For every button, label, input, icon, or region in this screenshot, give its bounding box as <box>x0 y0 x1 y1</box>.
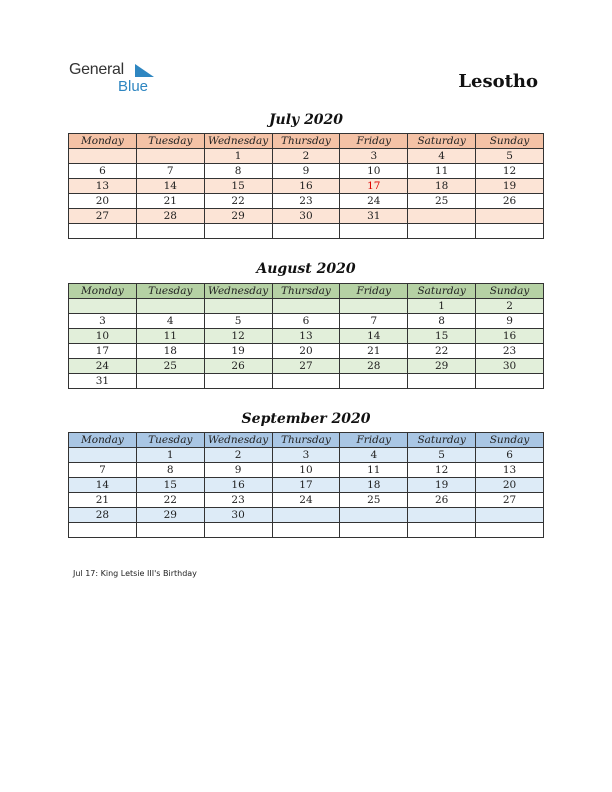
day-cell: 12 <box>408 463 476 478</box>
day-cell <box>272 523 340 538</box>
day-cell: 14 <box>69 478 137 493</box>
day-cell: 4 <box>340 448 408 463</box>
day-cell: 6 <box>272 314 340 329</box>
weekday-header: Thursday <box>272 284 340 299</box>
day-cell: 2 <box>204 448 272 463</box>
weekday-header-row <box>69 284 544 299</box>
day-cell: 4 <box>136 314 204 329</box>
generalblue-logo <box>69 61 169 97</box>
day-cell: 29 <box>408 359 476 374</box>
day-cell: 23 <box>272 194 340 209</box>
day-cell <box>69 149 137 164</box>
day-cell: 8 <box>408 314 476 329</box>
day-cell: 31 <box>340 209 408 224</box>
day-cell: 30 <box>476 359 544 374</box>
week-row <box>69 149 544 164</box>
day-cell: 27 <box>272 359 340 374</box>
logo-text-blue: Blue <box>118 78 149 95</box>
day-cell: 17 <box>340 179 408 194</box>
day-cell: 6 <box>69 164 137 179</box>
day-cell <box>136 149 204 164</box>
day-cell <box>476 374 544 389</box>
day-cell: 24 <box>272 493 340 508</box>
day-cell <box>136 224 204 239</box>
day-cell: 30 <box>272 209 340 224</box>
week-row <box>69 344 544 359</box>
logo-text-general: General <box>69 61 124 78</box>
day-cell: 20 <box>69 194 137 209</box>
day-cell <box>272 224 340 239</box>
day-cell: 11 <box>136 329 204 344</box>
week-row <box>69 448 544 463</box>
day-cell: 26 <box>476 194 544 209</box>
day-cell: 9 <box>204 463 272 478</box>
day-cell: 19 <box>204 344 272 359</box>
week-row <box>69 359 544 374</box>
day-cell <box>136 523 204 538</box>
day-cell <box>408 508 476 523</box>
day-cell: 11 <box>340 463 408 478</box>
day-cell: 25 <box>340 493 408 508</box>
day-cell: 5 <box>204 314 272 329</box>
day-cell: 29 <box>204 209 272 224</box>
week-row <box>69 478 544 493</box>
day-cell: 3 <box>340 149 408 164</box>
week-row <box>69 299 544 314</box>
day-cell: 21 <box>136 194 204 209</box>
day-cell: 1 <box>136 448 204 463</box>
day-cell: 16 <box>204 478 272 493</box>
day-cell <box>69 299 137 314</box>
day-cell: 15 <box>204 179 272 194</box>
week-row <box>69 374 544 389</box>
weekday-header: Saturday <box>408 433 476 448</box>
calendar-september <box>68 432 544 538</box>
day-cell: 4 <box>408 149 476 164</box>
day-cell: 13 <box>69 179 137 194</box>
weekday-header-row <box>69 433 544 448</box>
day-cell: 17 <box>272 478 340 493</box>
day-cell <box>408 209 476 224</box>
day-cell: 20 <box>272 344 340 359</box>
week-row <box>69 164 544 179</box>
logo-triangle-icon <box>135 64 155 78</box>
day-cell <box>476 508 544 523</box>
weekday-header: Sunday <box>476 284 544 299</box>
month-title-august: August 2020 <box>256 261 356 277</box>
weekday-header: Tuesday <box>136 433 204 448</box>
week-row <box>69 194 544 209</box>
day-cell <box>408 224 476 239</box>
day-cell <box>408 374 476 389</box>
day-cell <box>476 209 544 224</box>
day-cell: 3 <box>69 314 137 329</box>
day-cell: 29 <box>136 508 204 523</box>
day-cell: 19 <box>476 179 544 194</box>
calendar-body <box>69 299 544 389</box>
day-cell: 13 <box>272 329 340 344</box>
day-cell: 31 <box>69 374 137 389</box>
day-cell: 23 <box>204 493 272 508</box>
day-cell: 23 <box>476 344 544 359</box>
weekday-header: Thursday <box>272 433 340 448</box>
weekday-header: Monday <box>69 433 137 448</box>
day-cell <box>204 374 272 389</box>
day-cell <box>340 374 408 389</box>
day-cell: 5 <box>408 448 476 463</box>
day-cell <box>69 448 137 463</box>
weekday-header: Monday <box>69 134 137 149</box>
day-cell: 30 <box>204 508 272 523</box>
day-cell <box>204 224 272 239</box>
day-cell: 9 <box>272 164 340 179</box>
day-cell <box>272 374 340 389</box>
calendar-august <box>68 283 544 389</box>
weekday-header: Wednesday <box>204 134 272 149</box>
country-title: Lesotho <box>458 71 538 92</box>
day-cell: 21 <box>340 344 408 359</box>
day-cell: 5 <box>476 149 544 164</box>
weekday-header: Tuesday <box>136 284 204 299</box>
month-title-september: September 2020 <box>241 411 371 427</box>
day-cell: 25 <box>136 359 204 374</box>
day-cell: 8 <box>204 164 272 179</box>
weekday-header: Monday <box>69 284 137 299</box>
day-cell: 12 <box>476 164 544 179</box>
day-cell <box>340 224 408 239</box>
day-cell <box>204 299 272 314</box>
day-cell <box>476 224 544 239</box>
weekday-header: Tuesday <box>136 134 204 149</box>
day-cell: 1 <box>408 299 476 314</box>
day-cell: 22 <box>204 194 272 209</box>
day-cell: 18 <box>408 179 476 194</box>
day-cell: 8 <box>136 463 204 478</box>
weekday-header: Friday <box>340 284 408 299</box>
day-cell: 28 <box>340 359 408 374</box>
day-cell: 27 <box>69 209 137 224</box>
day-cell <box>136 374 204 389</box>
calendar-july <box>68 133 544 239</box>
day-cell: 15 <box>136 478 204 493</box>
weekday-header: Sunday <box>476 433 544 448</box>
month-title-july: July 2020 <box>268 112 344 128</box>
day-cell: 22 <box>408 344 476 359</box>
day-cell: 16 <box>272 179 340 194</box>
day-cell: 13 <box>476 463 544 478</box>
day-cell: 14 <box>340 329 408 344</box>
day-cell: 2 <box>272 149 340 164</box>
day-cell <box>272 299 340 314</box>
day-cell: 10 <box>340 164 408 179</box>
day-cell <box>204 523 272 538</box>
day-cell <box>69 523 137 538</box>
day-cell: 7 <box>340 314 408 329</box>
day-cell: 2 <box>476 299 544 314</box>
day-cell <box>340 523 408 538</box>
weekday-header: Wednesday <box>204 284 272 299</box>
week-row <box>69 463 544 478</box>
week-row <box>69 329 544 344</box>
day-cell: 12 <box>204 329 272 344</box>
day-cell <box>340 508 408 523</box>
weekday-header: Friday <box>340 433 408 448</box>
week-row <box>69 508 544 523</box>
week-row <box>69 493 544 508</box>
day-cell: 18 <box>136 344 204 359</box>
day-cell <box>408 523 476 538</box>
week-row <box>69 224 544 239</box>
day-cell: 28 <box>136 209 204 224</box>
day-cell: 18 <box>340 478 408 493</box>
day-cell <box>272 508 340 523</box>
day-cell: 6 <box>476 448 544 463</box>
week-row <box>69 179 544 194</box>
day-cell: 24 <box>340 194 408 209</box>
day-cell: 28 <box>69 508 137 523</box>
weekday-header-row <box>69 134 544 149</box>
day-cell: 10 <box>272 463 340 478</box>
day-cell <box>69 224 137 239</box>
day-cell <box>476 523 544 538</box>
week-row <box>69 523 544 538</box>
day-cell: 11 <box>408 164 476 179</box>
day-cell <box>340 299 408 314</box>
day-cell: 17 <box>69 344 137 359</box>
weekday-header: Thursday <box>272 134 340 149</box>
day-cell: 3 <box>272 448 340 463</box>
calendar-body <box>69 448 544 538</box>
day-cell: 14 <box>136 179 204 194</box>
day-cell: 16 <box>476 329 544 344</box>
weekday-header: Saturday <box>408 134 476 149</box>
day-cell: 20 <box>476 478 544 493</box>
day-cell: 24 <box>69 359 137 374</box>
day-cell: 7 <box>136 164 204 179</box>
day-cell: 9 <box>476 314 544 329</box>
calendar-body <box>69 149 544 239</box>
holiday-note: Jul 17: King Letsie III's Birthday <box>73 569 197 578</box>
day-cell: 1 <box>204 149 272 164</box>
day-cell: 22 <box>136 493 204 508</box>
weekday-header: Sunday <box>476 134 544 149</box>
weekday-header: Wednesday <box>204 433 272 448</box>
day-cell: 26 <box>408 493 476 508</box>
day-cell: 25 <box>408 194 476 209</box>
day-cell <box>136 299 204 314</box>
day-cell: 21 <box>69 493 137 508</box>
weekday-header: Saturday <box>408 284 476 299</box>
weekday-header: Friday <box>340 134 408 149</box>
day-cell: 10 <box>69 329 137 344</box>
day-cell: 15 <box>408 329 476 344</box>
day-cell: 7 <box>69 463 137 478</box>
day-cell: 19 <box>408 478 476 493</box>
week-row <box>69 209 544 224</box>
week-row <box>69 314 544 329</box>
day-cell: 26 <box>204 359 272 374</box>
day-cell: 27 <box>476 493 544 508</box>
